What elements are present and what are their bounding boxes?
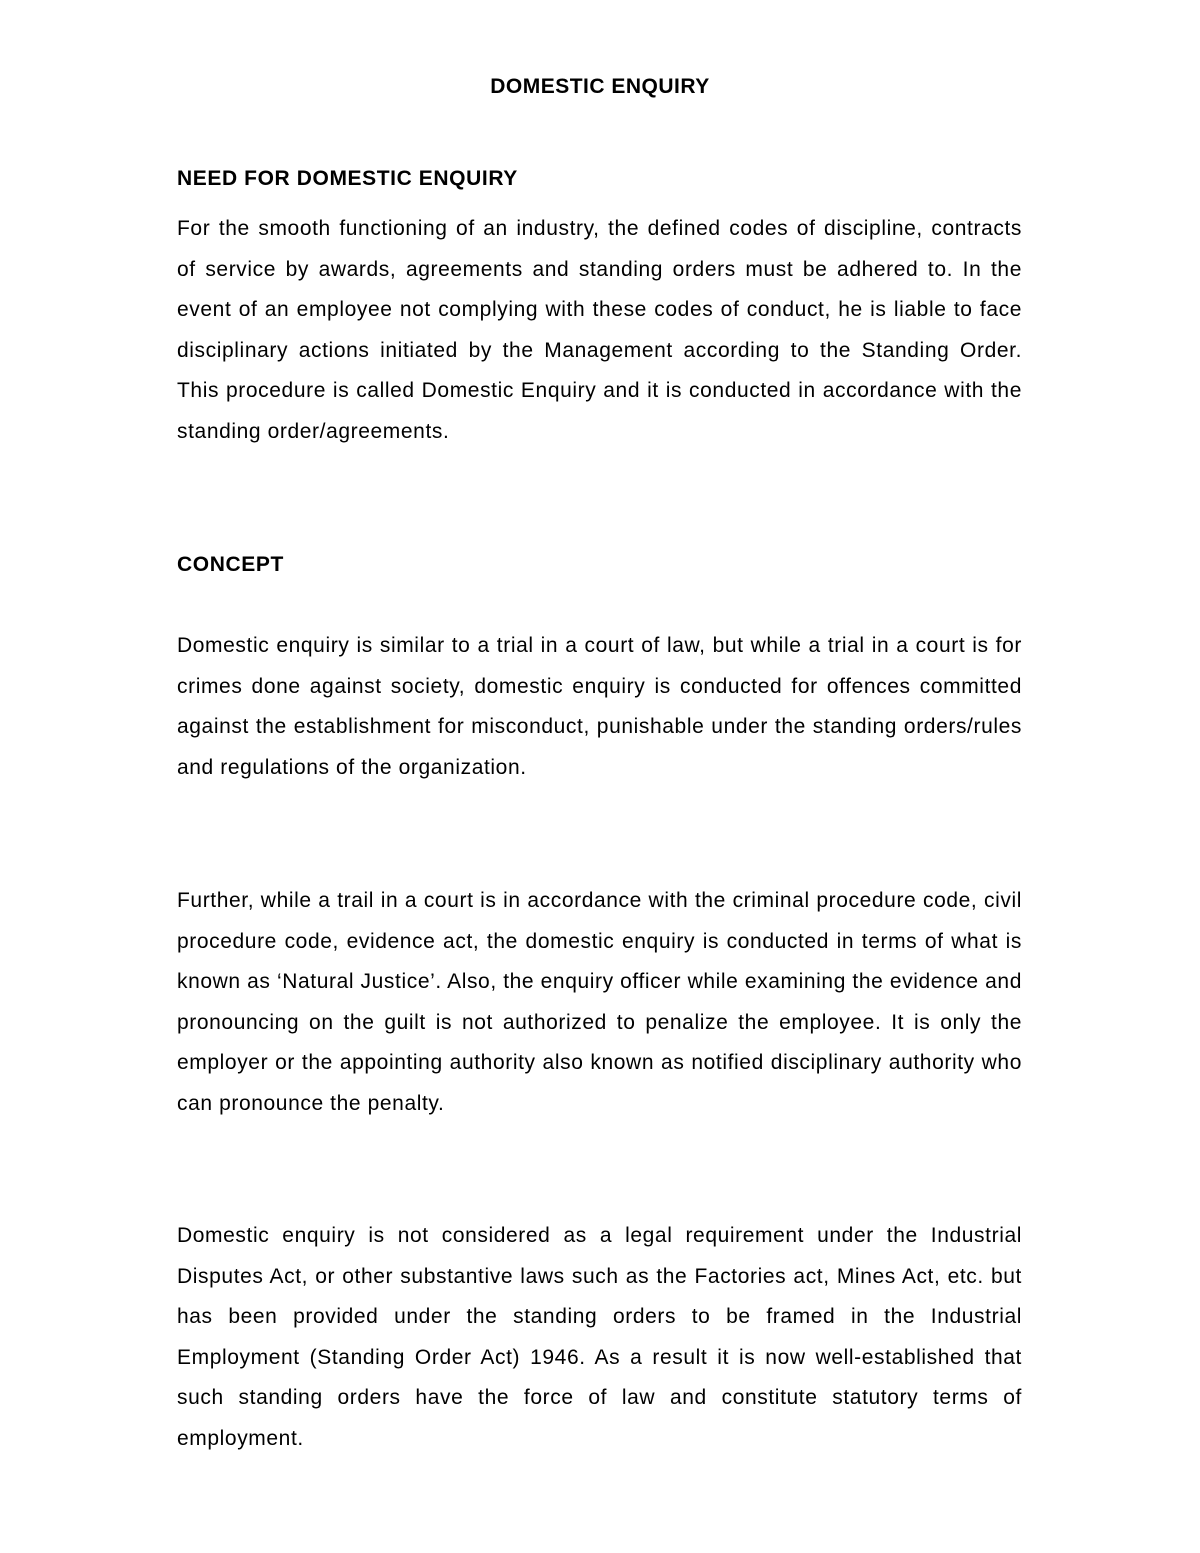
section-heading-need-for-domestic-enquiry: NEED FOR DOMESTIC ENQUIRY <box>177 167 518 190</box>
paragraph-concept-1 <box>177 626 1022 788</box>
paragraph-text: Domestic enquiry is similar to a trial in a court of law, but while a trial in a court is for crimes done against society, domestic enquiry is conducted for offences committed against the establishment for misconduct, punishable under the standing orders/rules and regulations of the organization. <box>177 634 1022 779</box>
paragraph-concept-3 <box>177 1216 1022 1459</box>
document-title: DOMESTIC ENQUIRY <box>490 75 710 98</box>
paragraph-concept-2 <box>177 881 1022 1124</box>
paragraph-need-for-domestic-enquiry <box>177 209 1022 452</box>
paragraph-text: Domestic enquiry is not considered as a legal requirement under the Industrial Disputes Act, or other substantive laws such as the Factories act, Mines Act, etc. but has been provided under the standing orders to be framed in the Industrial Employment (Standing Order Act) 1946. As a result it is now well-established that such standing orders have the force of law and constitute statutory terms of employment. <box>177 1224 1022 1450</box>
paragraph-text: For the smooth functioning of an industry, the defined codes of discipline, contracts of service by awards, agreements and standing orders must be adhered to. In the event of an employee not complying with these codes of conduct, he is liable to face disciplinary actions initiated by the Management according to the Standing Order. This procedure is called Domestic Enquiry and it is conducted in accordance with the standing order/agreements. <box>177 217 1022 443</box>
section-heading-concept: CONCEPT <box>177 553 284 576</box>
paragraph-text: Further, while a trail in a court is in accordance with the criminal procedure code, civil procedure code, evidence act, the domestic enquiry is conducted in terms of what is known as ‘Natural Justice’. Also, the enquiry officer while examining the evidence and pronouncing on the guilt is not authorized to penalize the employee. It is only the employer or the appointing authority also known as notified disciplinary authority who can pronounce the penalty. <box>177 889 1022 1115</box>
